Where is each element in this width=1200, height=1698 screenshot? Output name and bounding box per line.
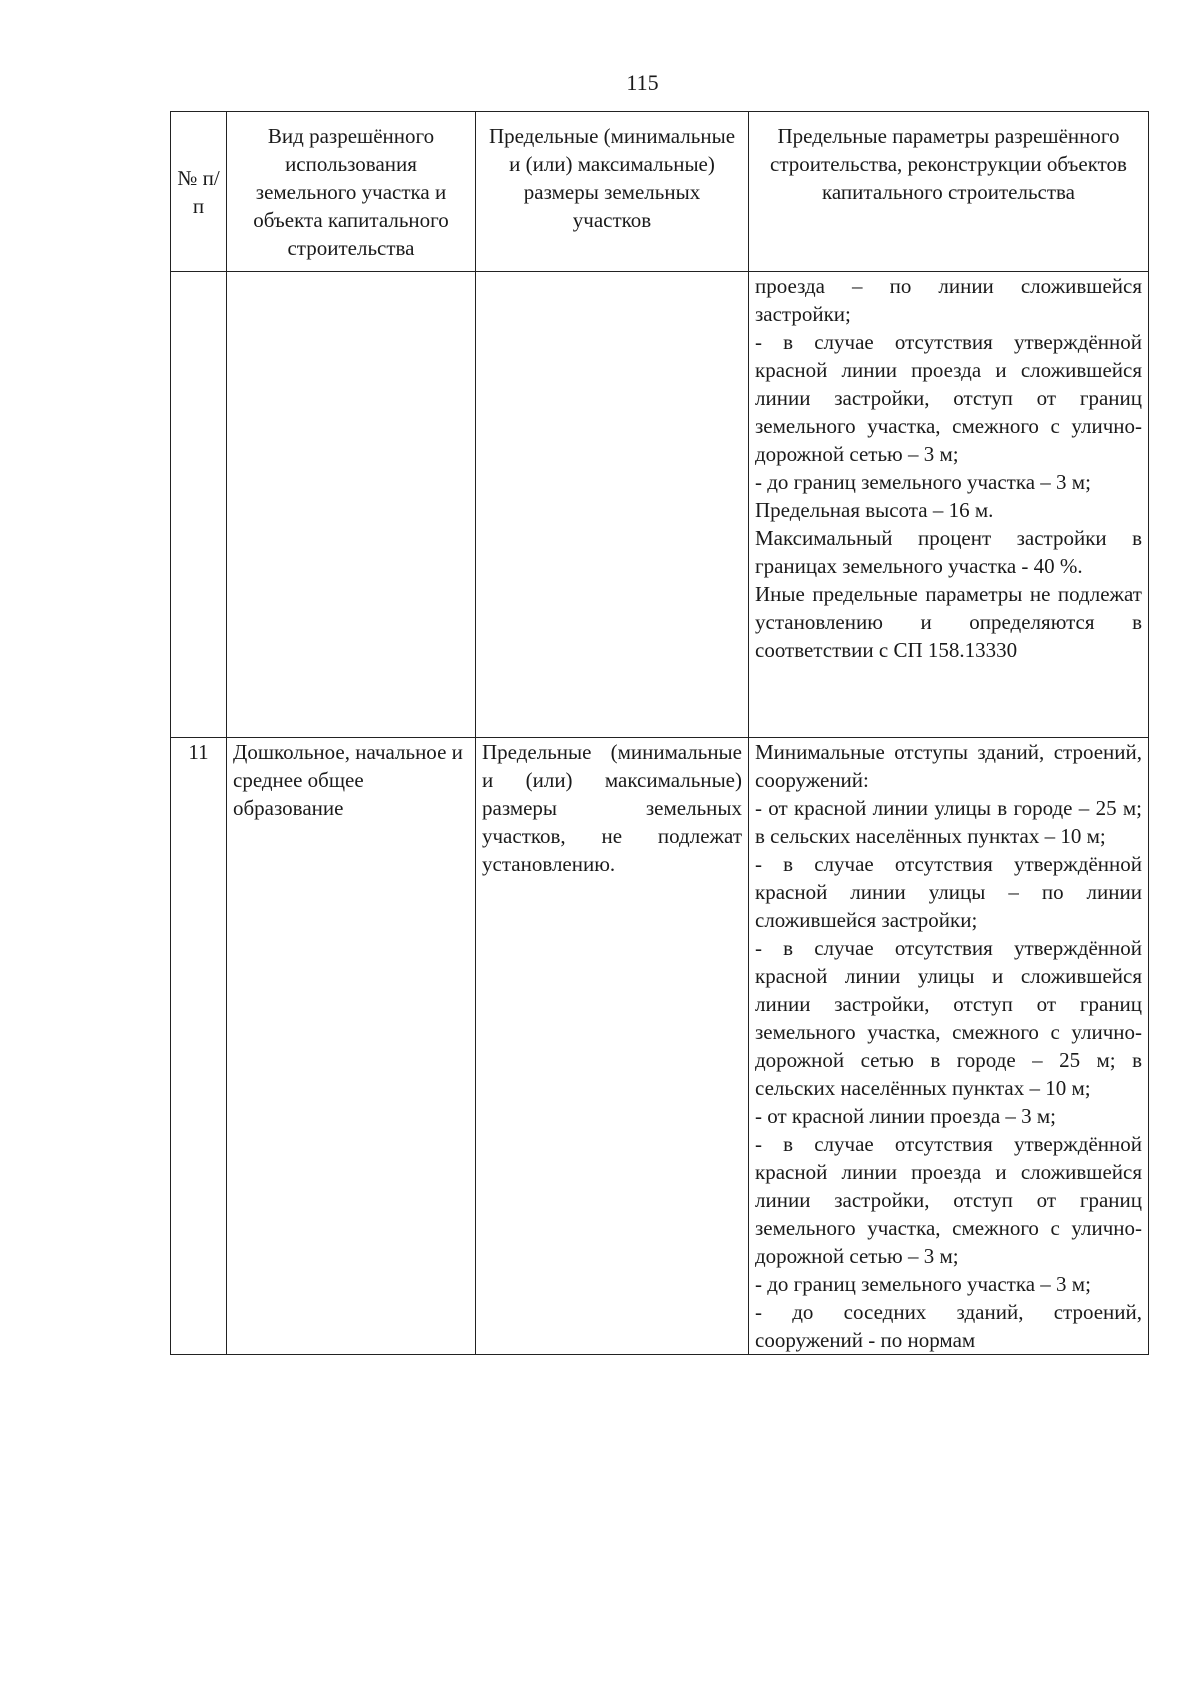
cell-use-type: Дошкольное, начальное и среднее общее образование (227, 738, 476, 1355)
param-line: - от красной линии проезда – 3 м; (755, 1104, 1057, 1128)
header-plot-sizes: Предельные (минимальные и (или) максимальные) размеры земельных участков (476, 112, 749, 272)
param-line: - до соседних зданий, строений, сооружений - по нормам (755, 1300, 1142, 1352)
cell-plot-sizes: Предельные (минимальные и (или) максимальные) размеры земельных участков, не подлежат установлению. (476, 738, 749, 1355)
param-line: - в случае отсутствия утверждённой красной линии проезда и сложившейся линии застройки, отступ от границ земельного участка, смежного с улично-дорожной сетью – 3 м; (755, 1132, 1142, 1268)
cell-params (749, 738, 1149, 1355)
param-line: - в случае отсутствия утверждённой красной линии улицы – по линии сложившейся застройки; (755, 852, 1142, 932)
header-params: Предельные параметры разрешённого строительства, реконструкции объектов капитального строительства (749, 112, 1149, 272)
param-line: - до границ земельного участка – 3 м; (755, 470, 1091, 494)
table-header-row (171, 112, 1149, 272)
header-use-type: Вид разрешённого использования земельного участка и объекта капитального строительства (227, 112, 476, 272)
param-line: - от красной линии улицы в городе – 25 м; в сельских населённых пунктах – 10 м; (755, 796, 1142, 848)
regulations-table (170, 111, 1149, 1355)
cell-number (171, 272, 227, 738)
param-line: Иные предельные параметры не подлежат установлению и определяются в соответствии с СП 158.13330 (755, 582, 1142, 662)
cell-use-type (227, 272, 476, 738)
cell-plot-sizes (476, 272, 749, 738)
page-number: 115 (626, 70, 659, 95)
cell-params (749, 272, 1149, 738)
param-line: Максимальный процент застройки в границах земельного участка - 40 %. (755, 526, 1142, 578)
param-line: Предельная высота – 16 м. (755, 498, 994, 522)
param-line: - в случае отсутствия утверждённой красной линии проезда и сложившейся линии застройки, отступ от границ земельного участка, смежного с улично-дорожной сетью – 3 м; (755, 330, 1142, 466)
cell-number: 11 (171, 738, 227, 1355)
header-number: № п/п (171, 112, 227, 272)
param-line: - в случае отсутствия утверждённой красной линии улицы и сложившейся линии застройки, отступ от границ земельного участка, смежного с улично-дорожной сетью в городе – 25 м; в сельских населённых пунктах – 10 м; (755, 936, 1142, 1100)
param-line: проезда – по линии сложившейся застройки; (755, 274, 1142, 326)
table-row-11 (171, 738, 1149, 1355)
table-row-continuation (171, 272, 1149, 738)
param-line: Минимальные отступы зданий, строений, сооружений: (755, 740, 1142, 792)
param-line: - до границ земельного участка – 3 м; (755, 1272, 1091, 1296)
